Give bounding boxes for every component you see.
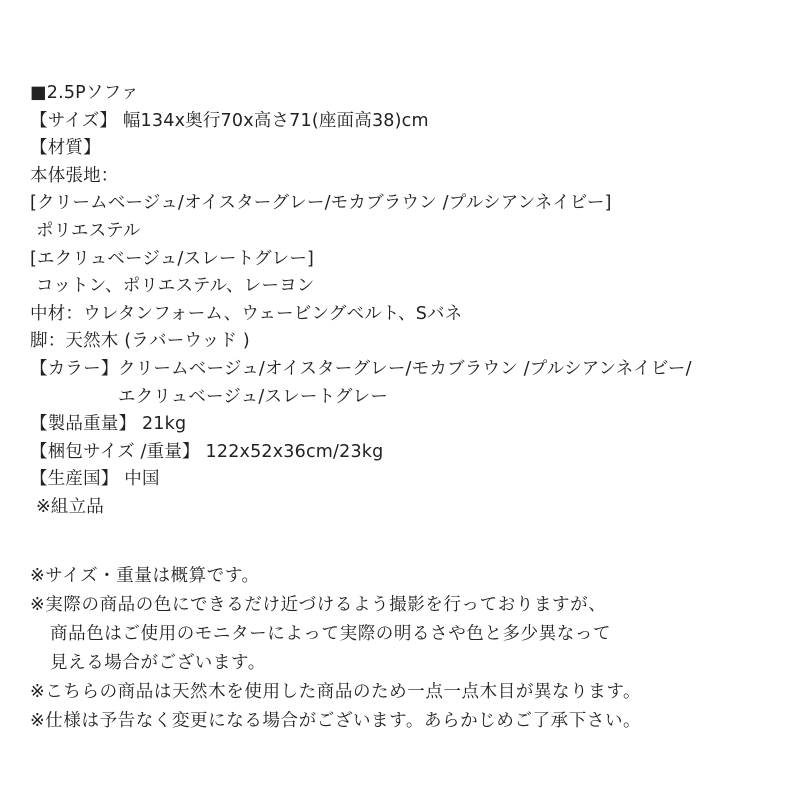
package-spec: 【梱包サイズ /重量】 122x52x36cm/23kg bbox=[30, 441, 384, 462]
upholstery-label: 本体張地： bbox=[30, 165, 119, 186]
note-color-line-1: ※実際の商品の色にできるだけ近づけるよう撮影を行っておりますが、 bbox=[30, 595, 607, 615]
note-color-line-2: 商品色はご使用のモニターによって実際の明るさや色と多少異なって bbox=[50, 624, 612, 644]
material-2: コットン、ポリエステル、レーヨン bbox=[36, 276, 315, 297]
material-header: 【材質】 bbox=[30, 138, 101, 159]
color-spec bbox=[30, 356, 770, 411]
product-title: ■2.5Pソファ bbox=[30, 83, 139, 103]
color-values bbox=[118, 356, 692, 411]
origin-spec: 【生産国】 中国 bbox=[30, 469, 160, 490]
note-color-line-3: 見える場合がございます。 bbox=[50, 653, 266, 673]
note-size-weight: ※サイズ・重量は概算です。 bbox=[30, 566, 260, 586]
color-label: 【カラー】 bbox=[30, 358, 119, 379]
color-values-line-2: エクリュベージュ/スレートグレー bbox=[118, 386, 389, 407]
product-spec-section bbox=[30, 80, 770, 522]
note-wood-grain: ※こちらの商品は天然木を使用した商品のため一点一点木目が異なります。 bbox=[30, 682, 642, 702]
legs-spec: 脚：天然木 (ラバーウッド ) bbox=[30, 331, 250, 352]
weight-spec: 【製品重量】 21kg bbox=[30, 414, 187, 435]
color-group-1: [クリームベージュ/オイスターグレー/モカブラウン /プルシアンネイビー] bbox=[30, 193, 612, 214]
material-1: ポリエステル bbox=[36, 220, 141, 241]
assembly-note: ※組立品 bbox=[36, 496, 104, 517]
note-spec-change: ※仕様は予告なく変更になる場合がございます。あらかじめご了承下さい。 bbox=[30, 711, 642, 731]
color-group-2: [エクリュベージュ/スレートグレー] bbox=[30, 248, 315, 269]
color-values-line-1: クリームベージュ/オイスターグレー/モカブラウン /プルシアンネイビー/ bbox=[118, 358, 692, 379]
filling-spec: 中材：ウレタンフォーム、ウェービングベルト、Sバネ bbox=[30, 303, 463, 324]
size-spec: 【サイズ】 幅134x奥行70x高さ71(座面高38)cm bbox=[30, 110, 429, 131]
notes-section bbox=[30, 562, 780, 736]
